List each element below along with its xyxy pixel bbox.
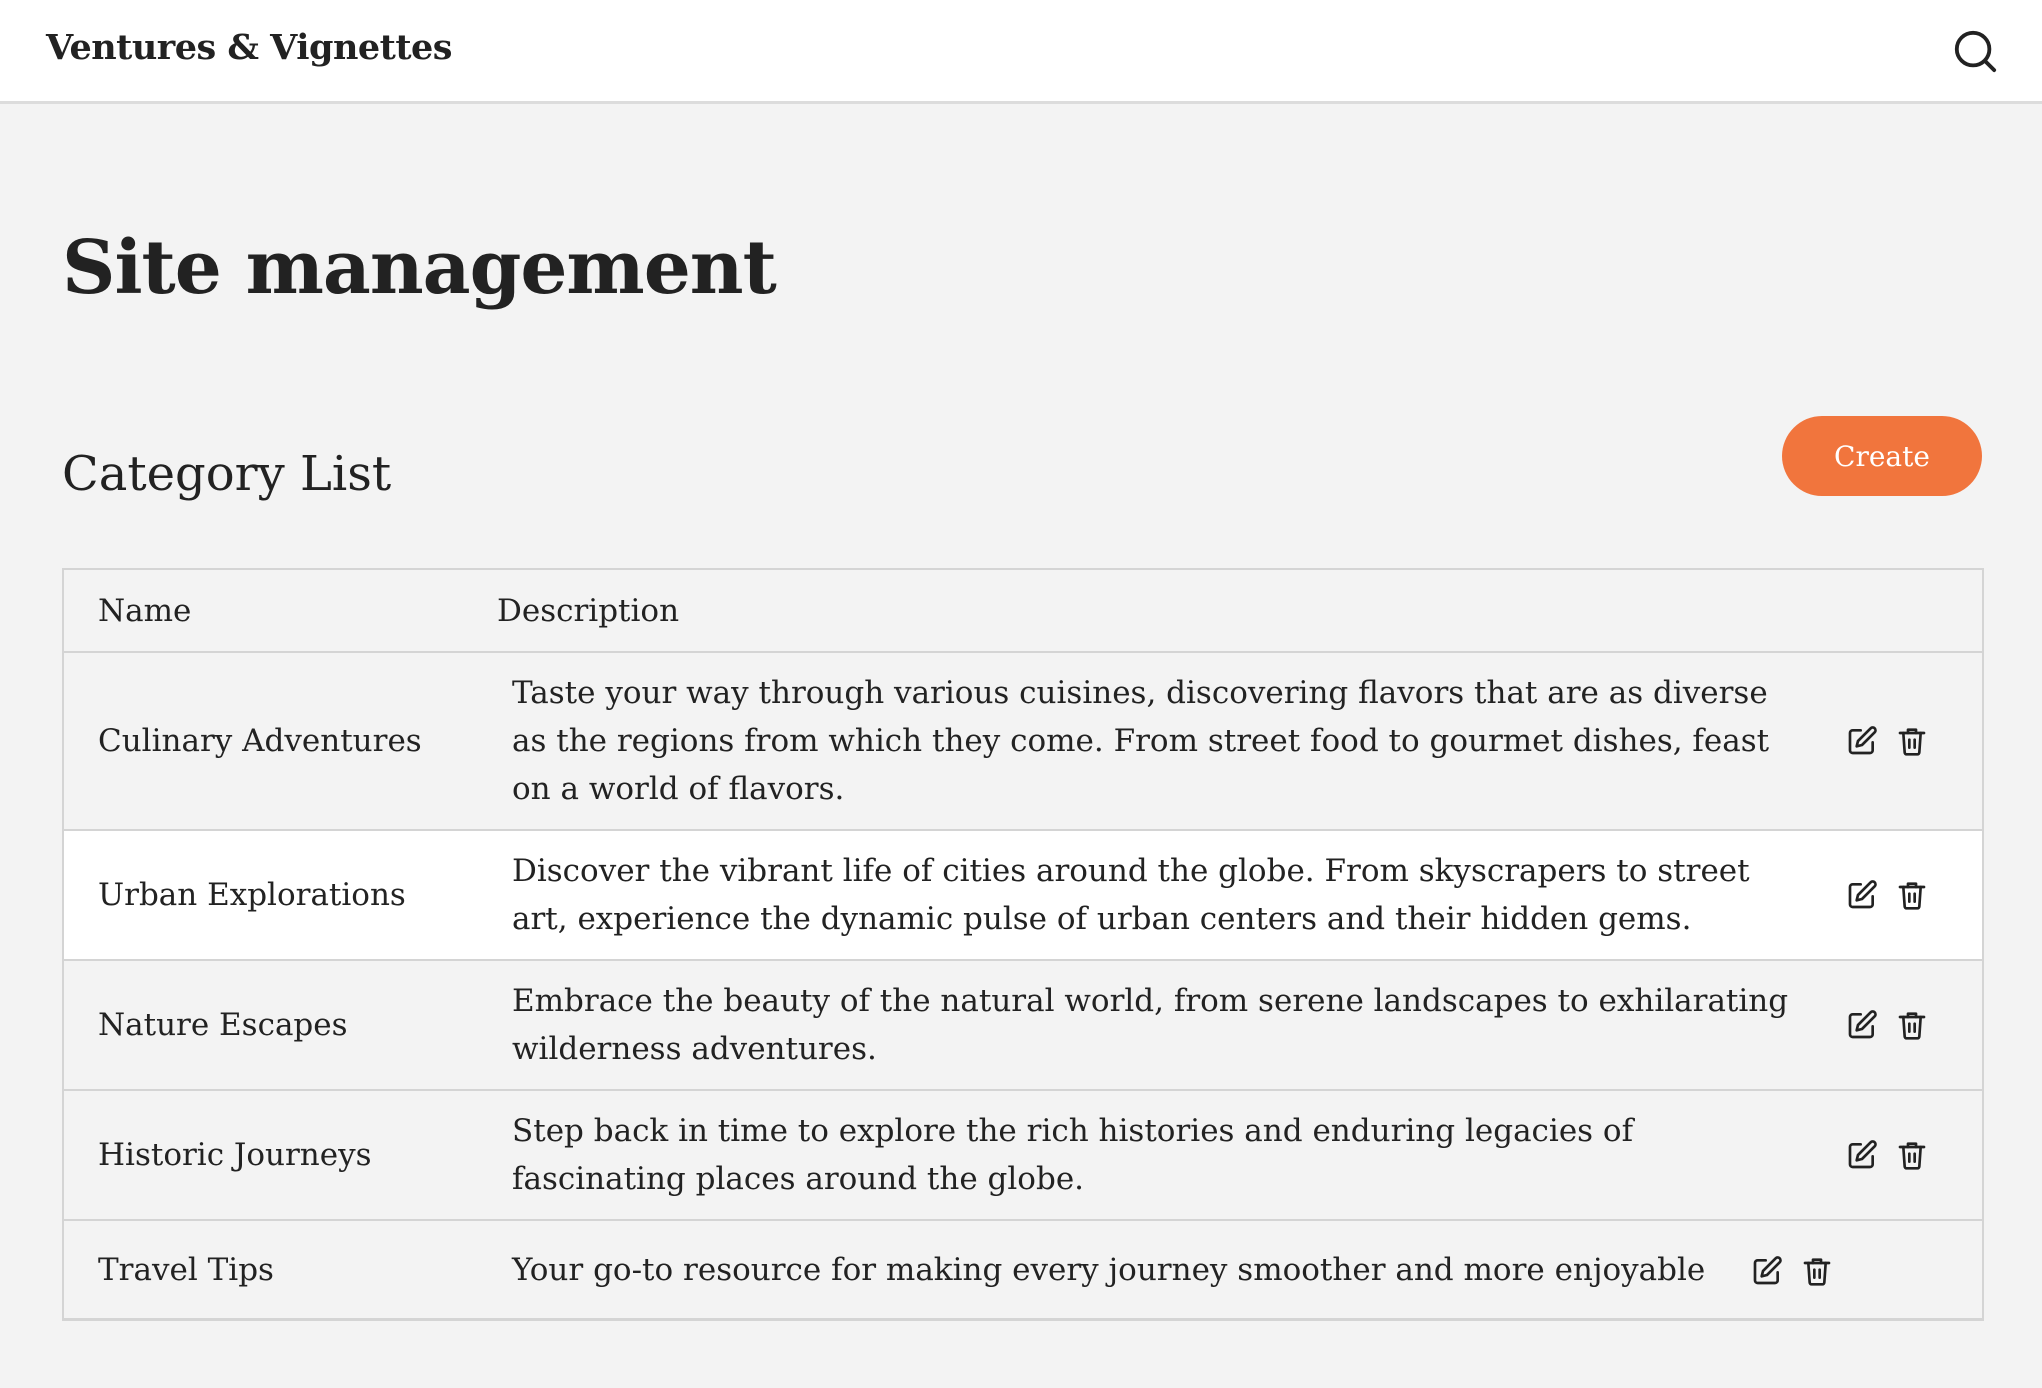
category-table [62,568,1984,1321]
category-name: Travel Tips [98,1251,274,1288]
row-actions [1809,879,1928,911]
row-actions [1751,1255,1833,1287]
delete-icon[interactable] [1896,879,1928,911]
column-header-description: Description [497,592,680,629]
site-brand[interactable]: Ventures & Vignettes [46,27,452,68]
create-button[interactable]: Create [1782,416,1982,496]
row-actions [1809,725,1928,757]
column-header-name: Name [98,592,192,629]
category-name: Historic Journeys [98,1137,372,1173]
category-name: Urban Explorations [98,877,406,913]
table-header-row [64,570,1982,651]
edit-icon[interactable] [1846,879,1878,911]
delete-icon[interactable] [1801,1255,1833,1287]
edit-icon[interactable] [1846,725,1878,757]
row-actions [1809,1009,1928,1041]
search-icon[interactable] [1952,28,1998,74]
category-name: Culinary Adventures [98,723,422,759]
edit-icon[interactable] [1846,1009,1878,1041]
category-description: Step back in time to explore the rich histories and enduring legacies of fascinating places around the globe. [512,1113,1634,1197]
category-description: Taste your way through various cuisines, discovering flavors that are as diverse as the regions from which they come. From street food to gourmet dishes, feast on a world of flavors. [512,675,1770,807]
table-row [64,829,1982,959]
category-name: Nature Escapes [98,1007,348,1043]
table-row [64,1219,1982,1318]
page-title: Site management [62,225,776,311]
category-description-cell [497,1246,1833,1294]
delete-icon[interactable] [1896,725,1928,757]
edit-icon[interactable] [1751,1255,1783,1287]
top-bar [0,0,2042,104]
table-row [64,959,1982,1089]
edit-icon[interactable] [1846,1139,1878,1171]
section-title: Category List [62,446,392,502]
category-description: Embrace the beauty of the natural world, from serene landscapes to exhilarating wilderness adventures. [512,983,1789,1067]
category-description: Discover the vibrant life of cities around the globe. From skyscrapers to street art, experience the dynamic pulse of urban centers and their hidden gems. [512,853,1750,937]
row-actions [1809,1139,1928,1171]
delete-icon[interactable] [1896,1009,1928,1041]
delete-icon[interactable] [1896,1139,1928,1171]
category-description: Your go-to resource for making every journey smoother and more enjoyable [512,1251,1706,1288]
table-row [64,1089,1982,1219]
table-row [64,651,1982,829]
